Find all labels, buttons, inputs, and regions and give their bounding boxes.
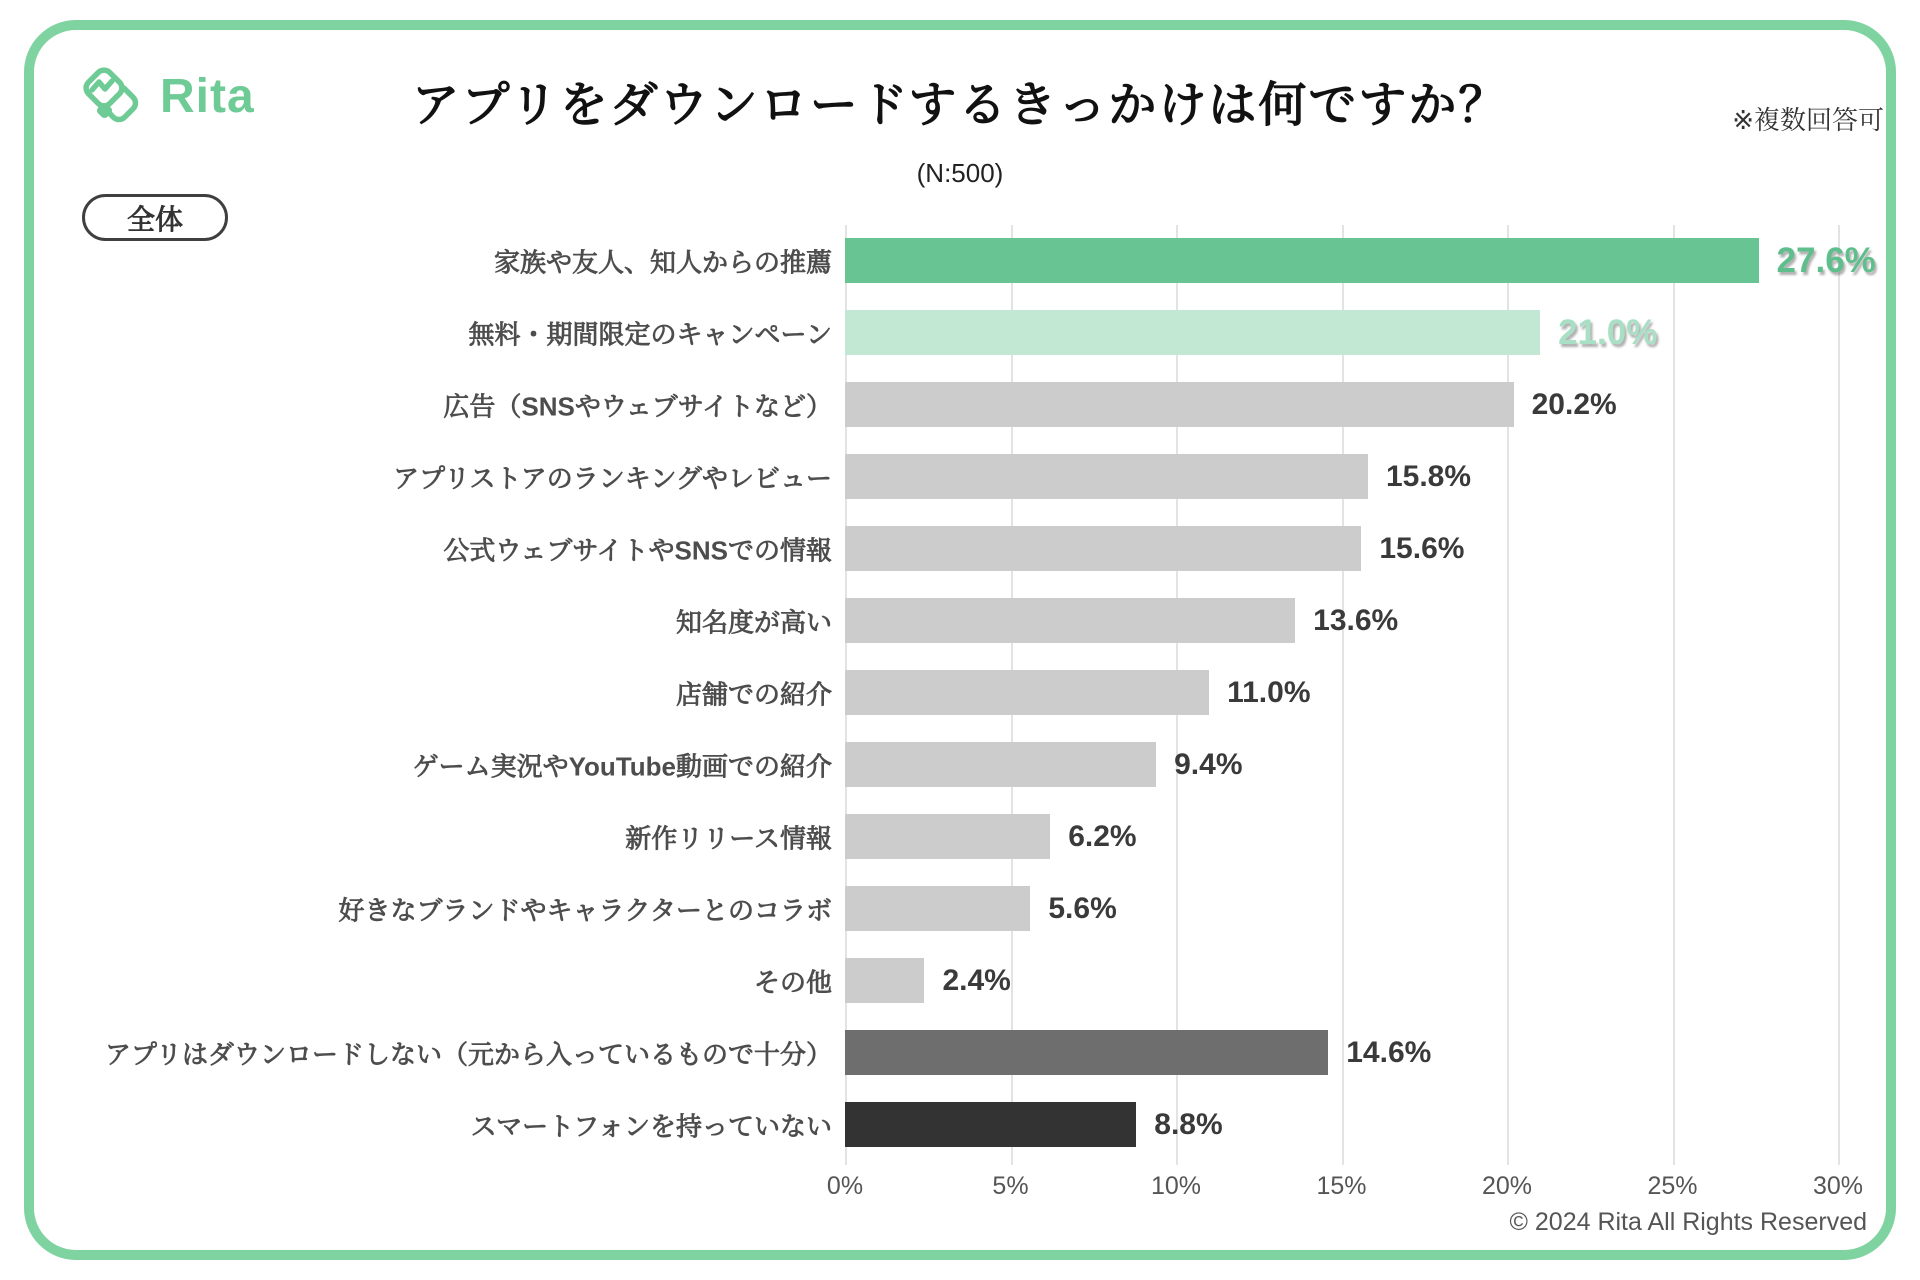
copyright: © 2024 Rita All Rights Reserved [1509, 1208, 1867, 1236]
bar [845, 886, 1030, 931]
category-label: アプリストアのランキングやレビュー [393, 463, 832, 494]
x-tick-label: 5% [992, 1172, 1029, 1200]
category-label: その他 [753, 967, 832, 998]
value-label: 20.2% [1531, 388, 1617, 421]
value-label: 5.6% [1048, 892, 1117, 925]
x-tick-label: 20% [1481, 1172, 1533, 1200]
x-tick-label: 25% [1647, 1172, 1698, 1200]
bar [845, 1030, 1328, 1075]
page-title: アプリをダウンロードするきっかけは何ですか？ [411, 79, 1509, 132]
bar [845, 454, 1368, 499]
chart-row [0, 801, 1920, 873]
chart-row [0, 873, 1920, 945]
value-label: 15.8% [1385, 460, 1472, 493]
value-label: 14.6% [1346, 1036, 1432, 1069]
value-label: 9.4% [1174, 748, 1243, 781]
chart-row [0, 369, 1920, 441]
category-label: 広告（SNSやウェブサイトなど） [443, 391, 832, 422]
category-label: 新作リリース情報 [625, 823, 832, 854]
bar [845, 814, 1050, 859]
x-tick-label: 30% [1812, 1172, 1864, 1200]
chart-row [0, 585, 1920, 657]
x-tick-label: 0% [826, 1172, 864, 1200]
value-label: 2.4% [942, 964, 1011, 997]
chart-row [0, 945, 1920, 1017]
bar [845, 670, 1209, 715]
chart-row [0, 1089, 1920, 1161]
value-label: 21.0% [1558, 313, 1658, 352]
brand-name: Rita [160, 69, 255, 123]
value-label: 8.8% [1154, 1108, 1223, 1141]
category-label: 知名度が高い [675, 607, 832, 638]
bar [845, 742, 1156, 787]
x-tick-label: 10% [1150, 1172, 1202, 1200]
segment-badge: 全体 [82, 194, 228, 241]
chart-row [0, 729, 1920, 801]
chart-row [0, 441, 1920, 513]
value-label: 13.6% [1313, 604, 1399, 637]
category-label: スマートフォンを持っていない [470, 1111, 832, 1142]
category-label: アプリはダウンロードしない（元から入っているもので十分） [105, 1039, 832, 1070]
sample-size: (N:500) [916, 158, 1004, 188]
value-label: 15.6% [1379, 532, 1465, 565]
chart-row [0, 657, 1920, 729]
multiple-answers-note: ※複数回答可 [1732, 105, 1884, 135]
category-label: 無料・期間限定のキャンペーン [468, 319, 832, 350]
bar [845, 598, 1295, 643]
bar [845, 310, 1540, 355]
bar [845, 1102, 1136, 1147]
bar [845, 526, 1361, 571]
bar [845, 238, 1759, 283]
value-label: 11.0% [1227, 676, 1311, 709]
chart-row [0, 513, 1920, 585]
x-tick-label: 15% [1316, 1172, 1367, 1200]
category-label: 家族や友人、知人からの推薦 [493, 247, 832, 278]
category-label: 好きなブランドやキャラクターとのコラボ [338, 895, 832, 926]
value-label: 27.6% [1776, 241, 1876, 280]
chart-row [0, 1017, 1920, 1089]
category-label: 店舗での紹介 [675, 679, 832, 710]
value-label: 6.2% [1068, 820, 1137, 853]
chart-row [0, 297, 1920, 369]
bar [845, 382, 1514, 427]
bar [845, 958, 924, 1003]
category-label: ゲーム実況やYouTube動画での紹介 [412, 751, 832, 782]
category-label: 公式ウェブサイトやSNSでの情報 [443, 535, 832, 566]
chart-row [0, 225, 1920, 297]
